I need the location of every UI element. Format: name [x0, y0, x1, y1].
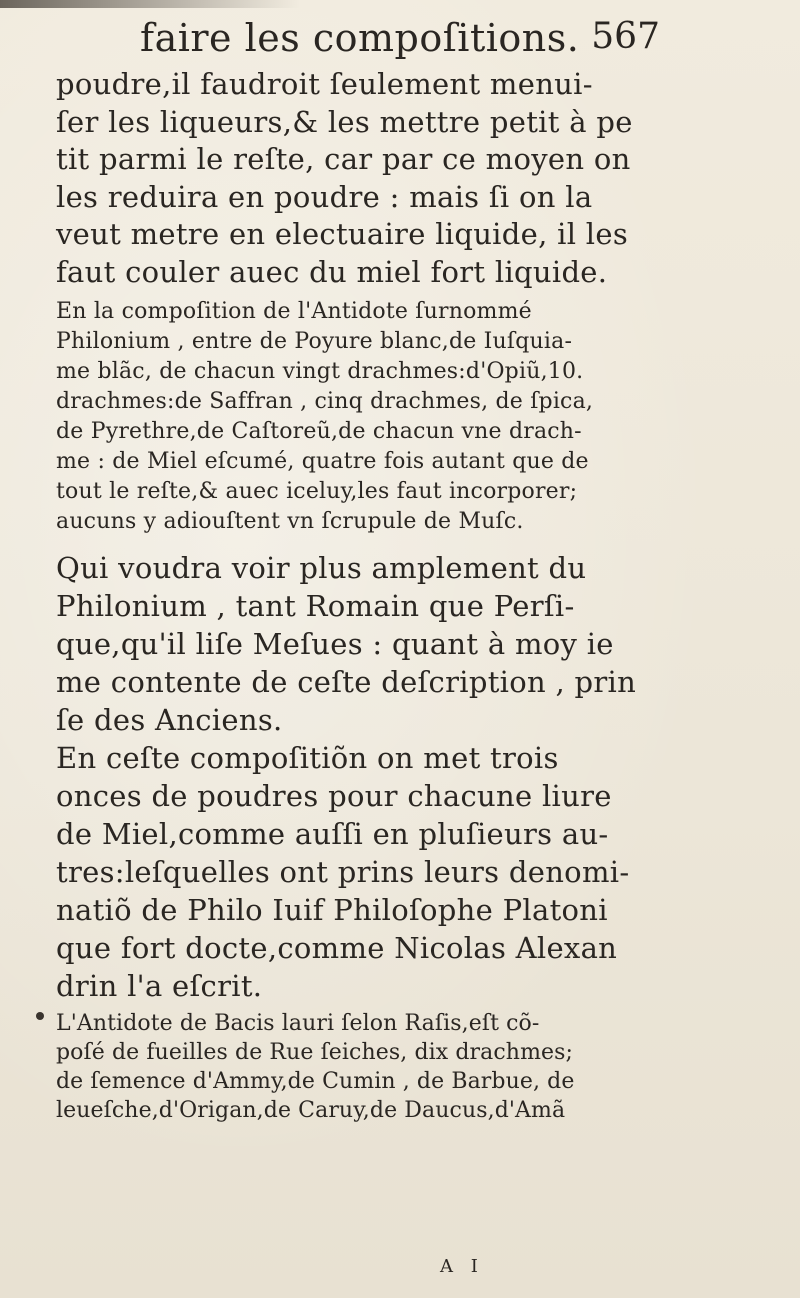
page-edge-shadow	[0, 0, 300, 8]
signature-mark: A I	[440, 1256, 484, 1277]
text-line: poſé de fueilles de Rue ſeiches, dix drachmes;	[56, 1040, 574, 1065]
page-header	[140, 14, 660, 66]
page-number: 567	[591, 16, 660, 57]
paragraph-1	[56, 66, 716, 291]
text-line: que fort docte,comme Nicolas Alexan	[56, 931, 618, 965]
text-line: En la compoſition de l'Antidote ſurnommé	[56, 299, 532, 324]
text-line: Philonium , entre de Poyure blanc,de Iuſquia-	[56, 329, 573, 354]
text-line: leueſche,d'Origan,de Caruy,de Daucus,d'Amã	[56, 1098, 566, 1123]
body-text	[56, 66, 716, 1125]
text-line: tout le reſte,& auec iceluy,les faut incorporer;	[56, 479, 578, 504]
text-line: de Pyrethre,de Caſtoreũ,de chacun vne drach-	[56, 419, 582, 444]
text-line: veut metre en electuaire liquide, il les	[56, 217, 629, 251]
paragraph-3	[56, 549, 716, 739]
paragraph-5-bacis	[56, 1009, 716, 1125]
text-line: tres:leſquelles ont prins leurs denomi-	[56, 855, 630, 889]
running-title: faire les compoſitions.	[140, 16, 580, 60]
text-line: faut couler auec du miel fort liquide.	[56, 254, 608, 289]
text-line: me : de Miel eſcumé, quatre fois autant que de	[56, 449, 589, 474]
text-line: me contente de ceſte deſcription , prin	[56, 665, 637, 699]
margin-ink-dot	[36, 1012, 44, 1020]
text-line: que,qu'il liſe Meſues : quant à moy ie	[56, 627, 614, 661]
text-line: me blãc, de chacun vingt drachmes:d'Opiũ,10.	[56, 359, 584, 384]
text-line: Qui voudra voir plus amplement du	[56, 551, 587, 585]
text-line: aucuns y adiouſtent vn ſcrupule de Muſc.	[56, 509, 524, 534]
text-line: natiõ de Philo Iuif Philoſophe Platoni	[56, 893, 608, 927]
text-line: onces de poudres pour chacune liure	[56, 779, 612, 813]
text-line: Philonium , tant Romain que Perſi-	[56, 589, 575, 623]
text-line: poudre,il faudroit ſeulement menui-	[56, 67, 593, 101]
text-line: ſer les liqueurs,& les mettre petit à pe	[56, 104, 633, 139]
text-line: tit parmi le reſte, car par ce moyen on	[56, 142, 631, 176]
text-line: drachmes:de Saffran , cinq drachmes, de ſpica,	[56, 389, 594, 414]
text-line: de ſemence d'Ammy,de Cumin , de Barbue, de	[56, 1069, 575, 1094]
text-line: En ceſte compoſitiõn on met trois	[56, 741, 559, 775]
text-line: L'Antidote de Bacis lauri ſelon Raſis,eſt cõ-	[56, 1011, 540, 1036]
paragraph-2-philonium	[56, 297, 716, 537]
text-line: de Miel,comme auſſi en pluſieurs au-	[56, 817, 609, 851]
text-line: les reduira en poudre : mais ſi on la	[56, 179, 593, 214]
text-line: ſe des Anciens.	[56, 703, 283, 737]
paragraph-4	[56, 739, 716, 1005]
text-line: drin l'a eſcrit.	[56, 969, 263, 1003]
